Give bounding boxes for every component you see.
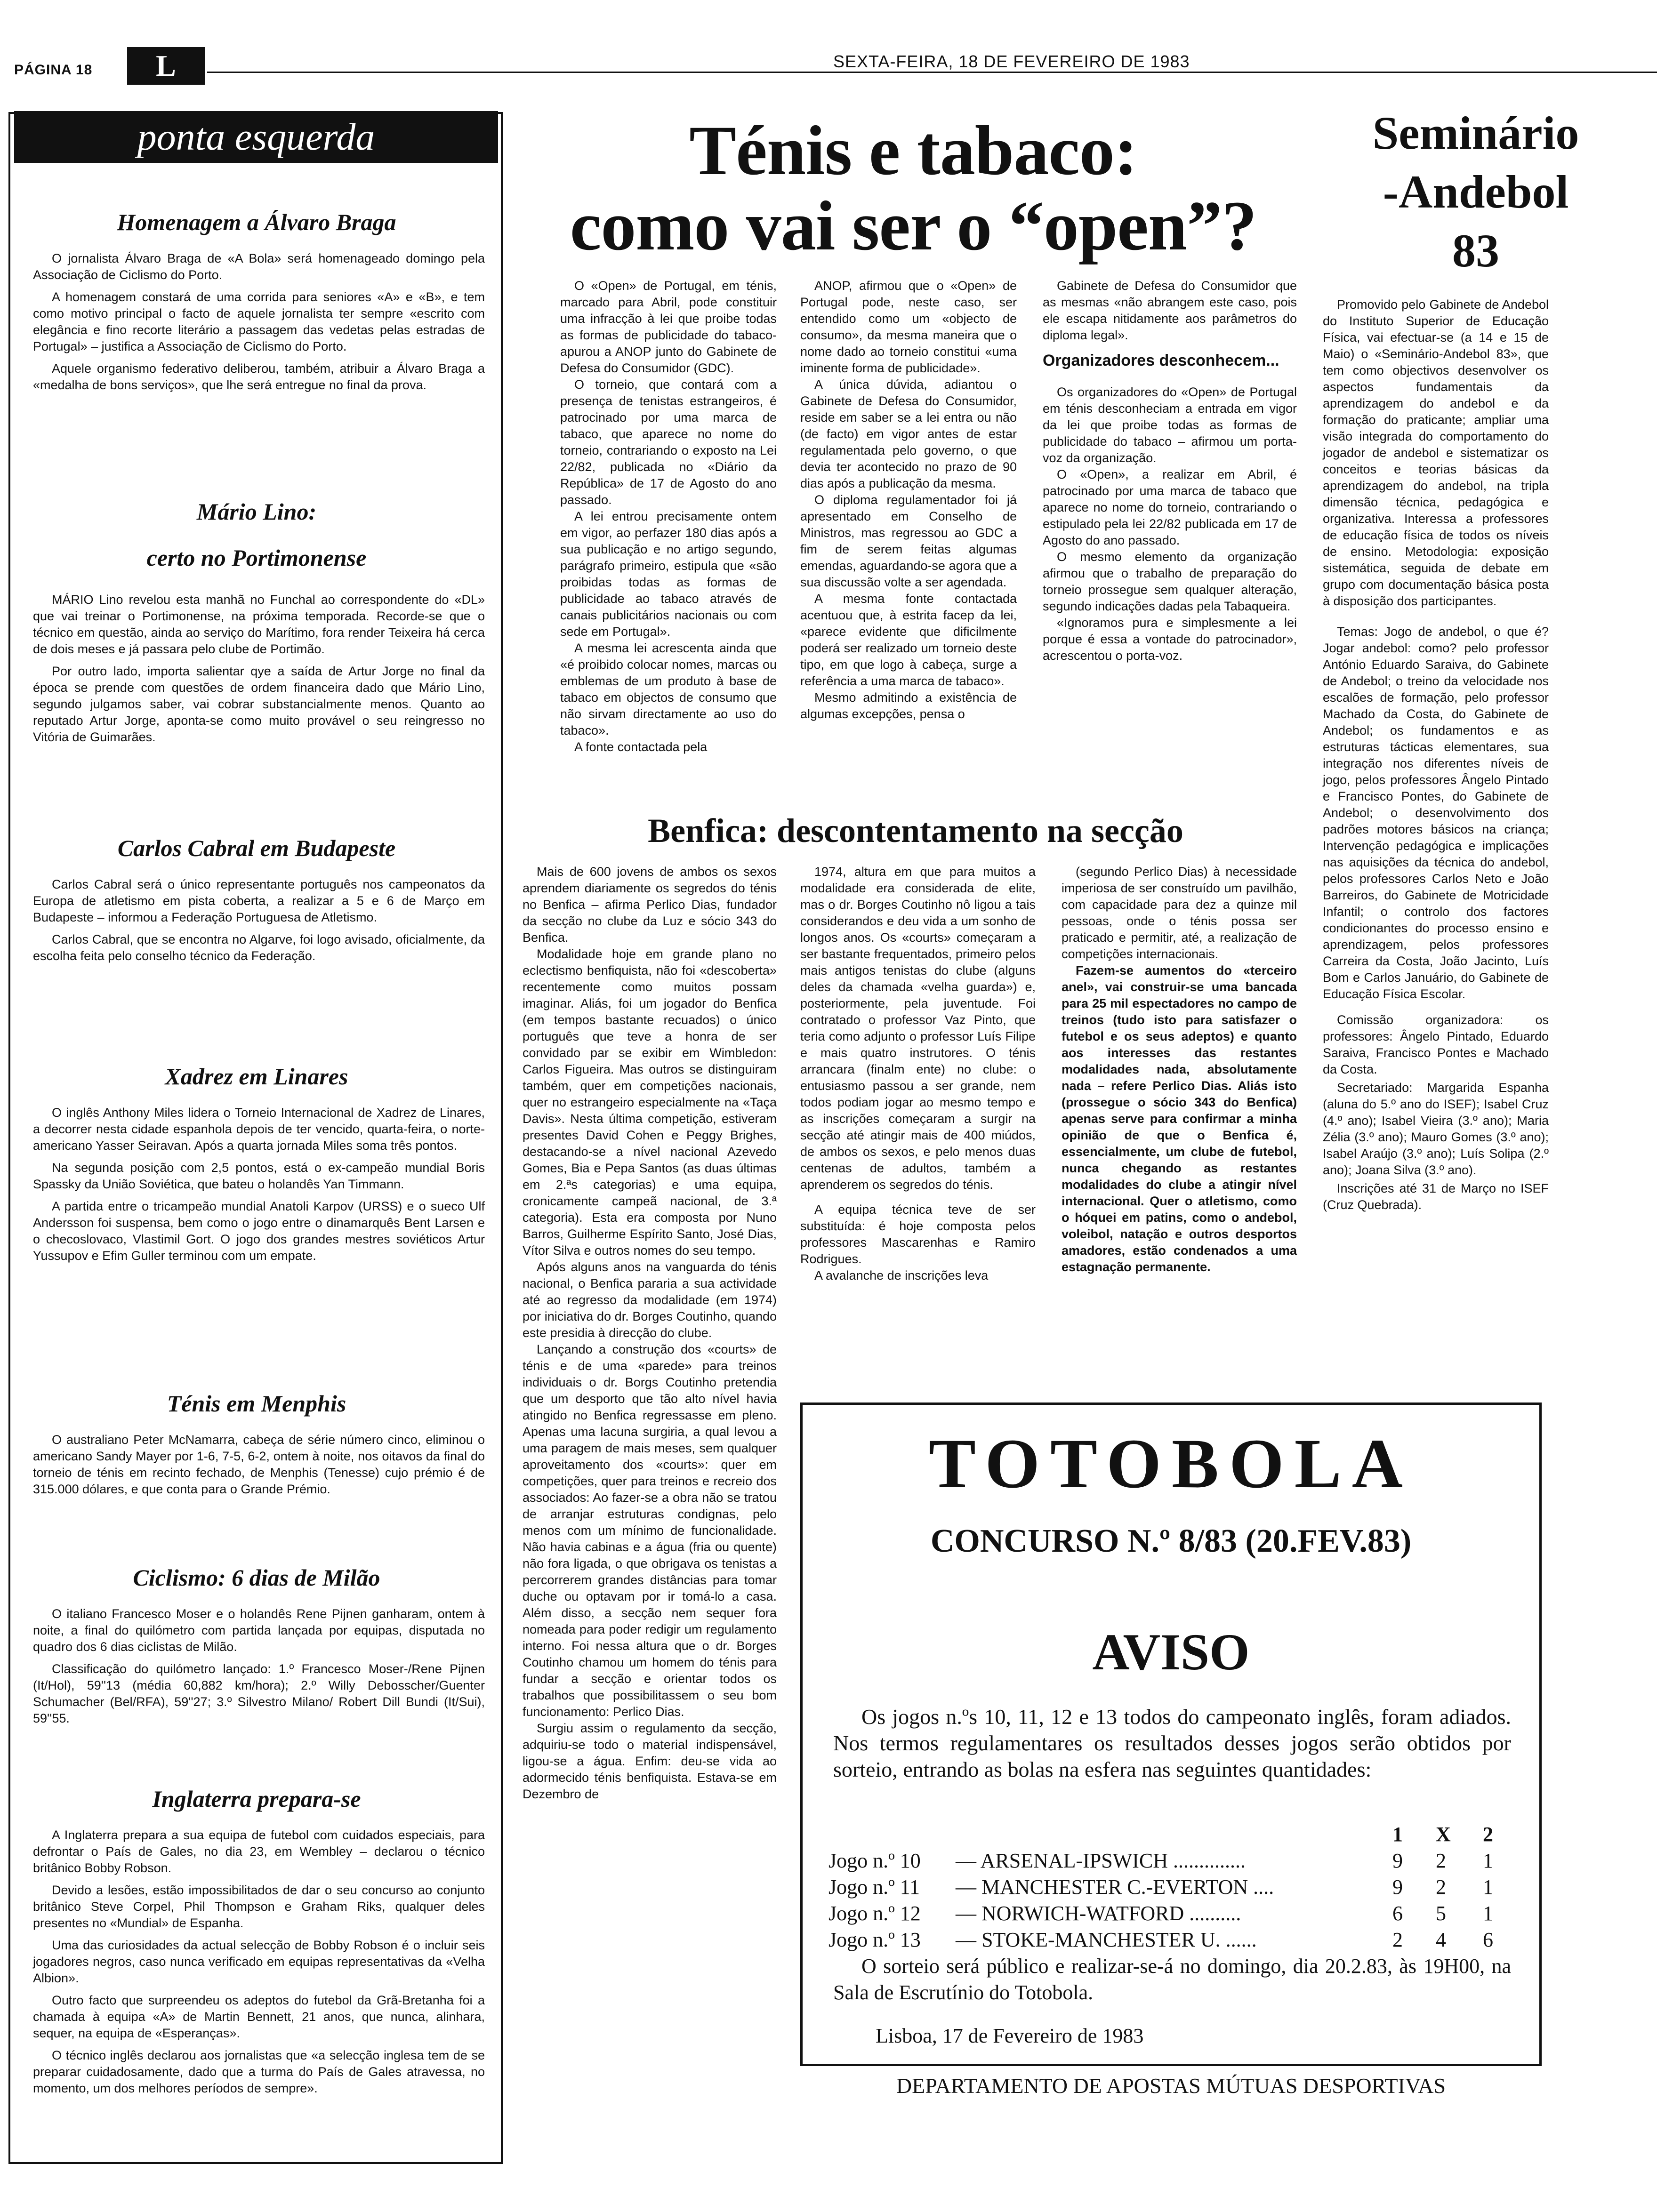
paragraph: A Inglaterra prepara a sua equipa de futebol com cuidados especiais, para defrontar o País de Gales, no dia 23, em Wembley – declarou o técnico britânico Bobby Robson. bbox=[33, 1828, 485, 1875]
paragraph: «Ignoramos pura e simplesmente a lei porque é essa a vontade do patrocinador», acrescentou o porta-voz. bbox=[1043, 616, 1297, 663]
game-number: Jogo n.º 10 bbox=[828, 1849, 921, 1872]
section-subtitle: certo no Portimonense bbox=[146, 545, 367, 571]
paragraph: Inscrições até 31 de Março no ISEF (Cruz Quebrada). bbox=[1323, 1181, 1549, 1212]
paragraph: A fonte contactada pela bbox=[574, 740, 708, 754]
paragraph: Na segunda posição com 2,5 pontos, está o ex-campeão mundial Boris Spassky da União Soviética, que bateu o holandês Yan Timmann. bbox=[33, 1161, 485, 1191]
paragraph: A homenagem constará de uma corrida para seniores «A» e «B», e tem como motivo principal o facto de aquele jornalista ter sempre «escrito com elegância e fino recorte literário a passagem das vedetas pelas estradas de Portugal» – justifica a Associação de Ciclismo do Porto. bbox=[33, 290, 485, 353]
paragraph: Aquele organismo federativo deliberou, também, atribuir a Álvaro Braga a «medalha de bons serviços», que lhe será entregue no final da prova. bbox=[33, 361, 485, 392]
column-banner bbox=[14, 111, 498, 163]
totobola-dateline: Lisboa, 17 de Fevereiro de 1983 bbox=[876, 2024, 1144, 2047]
value-x: 5 bbox=[1436, 1902, 1446, 1925]
value-2: 6 bbox=[1483, 1928, 1493, 1951]
paragraph: Classificação do quilómetro lançado: 1.º Francesco Moser-/Rene Pijnen (It/Hol), 59''13 (média 60,882 km/hora); 2.º Willy Debosscher/Guenter Schumacher (Bel/RFA), 59''27; 3.º Silvestro Milano/ Robert Dill Bundi (It/Sui), 59''55. bbox=[33, 1662, 485, 1725]
seminario-headline bbox=[1323, 104, 1629, 280]
paragraph: A mesma fonte contactada acentuou que, à estrita facep da lei, «parece evidente que dificilmente poderá ser realizado um torneio deste tipo, em que logo à cabeça, surge a referência a uma marca de tabaco». bbox=[800, 592, 1017, 688]
paragraph: Modalidade hoje em grande plano no eclectismo benfiquista, não foi «descoberta» recentemente como muitos possam imaginar. Aliás, foi um jogador do Benfica (em tempos bastante recuados) o único português que teve a honra de ser convidado par se exibir em Wimbledon: Carlos Figueira. Mas outros se distinguiram também, quer em competições nacionais, quer no estrangeiro especialmente na «Taça Davis». Nesta última competição, estiveram presentes David Cohen e Peggy Brighes, destacando-se a nível nacional Azevedo Gomes, Bia e Pepa Santos (as duas últimas em 2.ªs categorias) e uma equipa, cronicamente campeã nacional, de 3.ª categoria). Esta era composta por Nuno Barros, Guilherme Espírito Santo, José Dias, Vítor Silva e outros nomes do seu tempo. bbox=[523, 947, 777, 1258]
paragraph: A avalanche de inscrições leva bbox=[814, 1268, 989, 1282]
tenis-col-3 bbox=[1043, 278, 1297, 664]
paragraph: Secretariado: Margarida Espanha (aluna do 5.º ano do ISEF); Isabel Cruz (4.º ano); Isabel Vieira (3.º ano); Maria Zélia (3.º ano); Mauro Gomes (3.º ano); Isabel Araújo (3.º ano); Luís Solipa (2.º ano); Joana Silva (3.º ano). bbox=[1323, 1081, 1549, 1177]
table-row bbox=[828, 1848, 1516, 1874]
totobola-sorteio-content: O sorteio será público e realizar-se-á no domingo, dia 20.2.83, às 19H00, na Sala de Escrutínio do Totobola. bbox=[833, 1955, 1511, 2004]
value-1: 9 bbox=[1392, 1849, 1403, 1872]
paragraph: Por outro lado, importa salientar qye a saída de Artur Jorge no final da época se prende com questões de ordem financeira dado que Mário Lino, segundo julgamos saber, vai cobrar substancialmente menos. Quanto ao reputado Artur Jorge, aponta-se como muito provável o seu reingresso no Vitória de Guimarães. bbox=[33, 664, 485, 744]
paragraph: A lei entrou precisamente ontem em vigor, ao perfazer 180 dias após a sua publicação e no artigo segundo, parágrafo primeiro, estipula que «são proibidas todas as formas de publicidade ao tabaco através de canais publicitários nacionais ou com sede em Portugal». bbox=[560, 509, 777, 639]
column-title: ponta esquerda bbox=[137, 115, 375, 158]
section-title: Inglaterra prepara-se bbox=[152, 1786, 361, 1812]
paragraph: O mesmo elemento da organização afirmou que o trabalho de preparação do torneio prossegue sem qualquer alteração, segundo indicações dadas pela Tabaqueira. bbox=[1043, 550, 1297, 613]
section-tenis-menphis bbox=[14, 1388, 499, 1503]
paragraph: Devido a lesões, estão impossibilitados de dar o seu concurso ao conjunto britânico Steve Corpel, Phil Thompson e Graham Riks, qualquer deles presentes no «Mundial» de Espanha. bbox=[33, 1883, 485, 1930]
paragraph: O «Open», a realizar em Abril, é patrocinado por uma marca de tabaco que aparece no nome do torneio, contrariando o estipulado pela lei 22/82 publicada em 17 de Agosto do ano passado. bbox=[1043, 467, 1297, 547]
bold-paragraph: Fazem-se aumentos do «terceiro anel», vai construir-se uma bancada para 25 mil espectadores no campo de treinos (tudo isto para satisfazer o futebol e os seus adeptos) e quanto aos interesses das restantes modalidades nada, absolutamente nada – refere Perlico Dias. Aliás isto (prossegue o sócio 343 do Benfica) apenas serve para confirmar a minha opinião de que o Benfica é, essencialmente, um clube de futebol, nunca chegando as restantes modalidades do clube a atingir nível internacional. Quer o atletismo, como o hóquei em patins, como o andebol, voleibol, natação e outros desportos amadores, estão condenados a uma estagnação permanente. bbox=[1062, 963, 1297, 1274]
headline-line-2: como vai ser o “open”? bbox=[570, 187, 1257, 265]
benfica-col-1 bbox=[523, 864, 777, 1803]
col-header-x: X bbox=[1436, 1823, 1451, 1846]
benfica-col-2 bbox=[800, 864, 1036, 1284]
paragraph: Gabinete de Defesa do Consumidor que as mesmas «não abrangem este caso, pois ele escapa nitidamente aos parâmetros do diploma legal». bbox=[1043, 279, 1297, 342]
paragraph: A mesma lei acrescenta ainda que «é proibido colocar nomes, marcas ou emblemas de um produto à base de tabaco em objectos de consumo que não sirvam directamente ao uso do tabaco». bbox=[560, 641, 777, 737]
game-match: — NORWICH-WATFORD .......... bbox=[956, 1902, 1241, 1925]
paragraph: Surgiu assim o regulamento da secção, adquiriu-se todo o material indispensável, ligou-se a água. Enfim: deu-se vida ao adormecido ténis benfiquista. Estava-se em Dezembro de bbox=[523, 1721, 777, 1801]
paragraph: O «Open» de Portugal, em ténis, marcado para Abril, pode constituir uma infracção à lei que proibe todas as formas de publicidade do tabaco-apurou a ANOP junto do Gabinete de Defesa do Consumidor (GDC). bbox=[560, 279, 777, 375]
value-1: 9 bbox=[1392, 1875, 1403, 1899]
game-match: — ARSENAL-IPSWICH .............. bbox=[956, 1849, 1246, 1872]
totobola-table bbox=[828, 1821, 1516, 1953]
col-header-2: 2 bbox=[1483, 1823, 1493, 1846]
section-body bbox=[33, 1827, 485, 2097]
tenis-col-2 bbox=[800, 278, 1017, 722]
section-body bbox=[33, 1105, 485, 1264]
game-number: Jogo n.º 13 bbox=[828, 1928, 921, 1951]
page-number: PÁGINA 18 bbox=[14, 62, 93, 78]
section-title: Carlos Cabral em Budapeste bbox=[117, 835, 396, 861]
totobola-text bbox=[833, 1704, 1511, 1783]
issue-date: SEXTA-FEIRA, 18 DE FEVEREIRO DE 1983 bbox=[833, 52, 1190, 71]
value-2: 1 bbox=[1483, 1875, 1493, 1899]
paragraph: O inglês Anthony Miles lidera o Torneio Internacional de Xadrez de Linares, a decorrer nesta cidade espanhola depois de ter vencido, quarta-feira, o norte-americano Yasser Seiravan. Após a quarta jornada Miles soma três pontos. bbox=[33, 1106, 485, 1153]
table-row bbox=[828, 1927, 1516, 1953]
paragraph: O diploma regulamentador foi já apresentado em Conselho de Ministros, mas regressou ao GDC a fim de serem feitas algumas emendas, aguardando-se agora que a sua discussão volte a ser agendada. bbox=[800, 493, 1017, 589]
paragraph: O jornalista Álvaro Braga de «A Bola» será homenageado domingo pela Associação de Ciclismo do Porto. bbox=[33, 251, 485, 282]
value-x: 2 bbox=[1436, 1849, 1446, 1872]
section-body bbox=[33, 592, 485, 745]
section-ciclismo bbox=[14, 1563, 499, 1732]
paragraph: Após alguns anos na vanguarda do ténis nacional, o Benfica pararia a sua actividade até ao regresso da modalidade (em 1974) por iniciativa do dr. Borges Coutinho, quando este presidia à direcção do clube. bbox=[523, 1260, 777, 1340]
section-title: Ténis em Menphis bbox=[167, 1390, 346, 1417]
subheading: Organizadores desconhecem... bbox=[1043, 352, 1279, 369]
table-header-row bbox=[828, 1821, 1516, 1848]
totobola-title: TOTOBOLA bbox=[928, 1425, 1414, 1503]
section-homenagem bbox=[14, 207, 499, 399]
value-2: 1 bbox=[1483, 1902, 1493, 1925]
section-body bbox=[33, 876, 485, 964]
totobola-aviso: AVISO bbox=[1092, 1623, 1250, 1681]
benfica-col-3 bbox=[1062, 864, 1297, 1275]
paragraph: MÁRIO Lino revelou esta manhã no Funchal ao correspondente do «DL» que vai treinar o Portimonense, na próxima temporada. Recorde-se que o técnico em questão, ainda ao serviço do Marítimo, fora render Teixeira há cerca de dois meses e já passara pelo clube de Portimão. bbox=[33, 593, 485, 656]
paragraph: (segundo Perlico Dias) à necessidade imperiosa de ser construído um pavilhão, com capacidade para dez a quinze mil pessoas, onde o ténis possa ser praticado e permitir, até, a realização de competições internacionais. bbox=[1062, 865, 1297, 961]
section-body bbox=[33, 1606, 485, 1727]
table-row bbox=[828, 1874, 1516, 1900]
paragraph: Comissão organizadora: os professores: Ângelo Pintado, Eduardo Saraiva, Francisco Pontes e Machado da Costa. bbox=[1323, 1013, 1549, 1076]
paragraph: O italiano Francesco Moser e o holandês Rene Pijnen ganharam, ontem à noite, a final do quilómetro com partida lançada por equipas, disputada no quadro dos 6 dias ciclistas de Milão. bbox=[33, 1607, 485, 1654]
totobola-text-content: Os jogos n.ºs 10, 11, 12 e 13 todos do campeonato inglês, foram adiados. Nos termos regulamentares os resultados desses jogos serão obtidos por sorteio, entrando as bolas na esfera nas seguintes quantidades: bbox=[833, 1705, 1511, 1781]
benfica-headline: Benfica: descontentamento na secção bbox=[648, 812, 1183, 850]
headline-line-2: -Andebol bbox=[1383, 166, 1569, 218]
paragraph: O torneio, que contará com a presença de tenistas estrangeiros, é patrocinado por uma marca de tabaco, que aparece no nome do torneio, contrariando o exposto na Lei 22/82, publicada no «Diário da República» de 17 de Agosto do ano passado. bbox=[560, 377, 777, 507]
value-x: 4 bbox=[1436, 1928, 1446, 1951]
paragraph: 1974, altura em que para muitos a modalidade era considerada de elite, mas o dr. Borges Coutinho nô ligou a tais considerandos e deu vida a um sonho de longos anos. Os «courts» começaram a ser bastante frequentados, primeiro pelos mais antigos tenistas do clube (alguns deles da chamada «velha guarda») e, posteriormente, pela juventude. Foi contratado o professor Vaz Pinto, que teria como adjunto o professor Luís Filipe e mais quatro instrutores. O ténis arrancara (finalm ente) no clube: o entusiasmo passou a ser grande, nem todos podiam jogar ao mesmo tempo e as inscrições começaram a surgir na secção até atingir mais de 400 miúdos, de ambos os sexos, e pelo menos duas centenas de adultos, também a aprenderem os segredos do ténis. bbox=[800, 865, 1036, 1192]
section-carlos-cabral bbox=[14, 833, 499, 970]
paragraph: ANOP, afirmou que o «Open» de Portugal pode, neste caso, ser entendido como um «objecto de consumo», da mesma maneira que o nome dado ao torneio constitui «uma iminente forma de publicidade». bbox=[800, 279, 1017, 375]
paragraph: O técnico inglês declarou aos jornalistas que «a selecção inglesa tem de se preparar cuidadosamente, dado que a turma do País de Gales atravessa, no momento, um dos melhores períodos de sempre». bbox=[33, 2048, 485, 2095]
game-match: — MANCHESTER C.-EVERTON .... bbox=[956, 1875, 1274, 1899]
headline-line-1: Ténis e tabaco: bbox=[689, 112, 1137, 190]
value-x: 2 bbox=[1436, 1875, 1446, 1899]
totobola-concurso: CONCURSO N.º 8/83 (20.FEV.83) bbox=[930, 1523, 1412, 1559]
seminario-body bbox=[1323, 297, 1549, 1213]
paragraph: Temas: Jogo de andebol, o que é? Jogar andebol: como? pelo professor António Eduardo Saraiva, do Gabinete de Andebol; o treino da velocidade nos escalões de formação, pelo professor Machado da Costa, do Gabinete de Andebol; os fundamentos e as estruturas tácticas elementares, sua integração nos diferentes níveis de jogo, pelos professores Ângelo Pintado e Francisco Pontes, do Gabinete de Andebol; o desenvolvimento dos padrões motores básicos na criança; Intervenção pedagógica e implicações nas aquisições da técnica do andebol, pelos professores Carlos Neto e João Barreiros, do Gabinete de Motricidade Infantil; o controlo dos factores condicionantes do processo ensino e aprendizagem, pelos professores Carreira da Costa, João Jacinto, Luís Bom e Carlos Januário, do Gabinete de Educação Física Escolar. bbox=[1323, 625, 1549, 1001]
tenis-col-1 bbox=[560, 278, 777, 755]
paragraph: A partida entre o tricampeão mundial Anatoli Karpov (URSS) e o sueco Ulf Andersson foi suspensa, bem como o jogo entre o dinamarquês Bent Larsen e o checoslovaco, Vlastimil Gort. O jogo dos grandes mestres soviéticos Artur Yussupov e Efim Guller terminou com um empate. bbox=[33, 1199, 485, 1263]
game-match: — STOKE-MANCHESTER U. ...... bbox=[956, 1928, 1257, 1951]
paragraph: A única dúvida, adiantou o Gabinete de Defesa do Consumidor, reside em saber se a lei entra ou não (de facto) em vigor antes de estar regulamentada pelo governo, o que devia ter acontecido no prazo de 90 dias após a publicação da mesma. bbox=[800, 377, 1017, 490]
section-title: Mário Lino: bbox=[196, 498, 317, 525]
section-title: Homenagem a Álvaro Braga bbox=[117, 209, 396, 235]
paragraph: O australiano Peter McNamarra, cabeça de série número cinco, eliminou o americano Sandy Mayer por 1-6, 7-5, 6-2, ontem à noite, nos oitavos da final do torneio de ténis em recinto fechado, de Menphis (Tenesse) cujo prémio é de 315.000 dólares, e que conta para o Grande Prémio. bbox=[33, 1433, 485, 1496]
section-body bbox=[33, 1432, 485, 1498]
col-header-1: 1 bbox=[1392, 1823, 1403, 1846]
tenis-headline bbox=[537, 113, 1290, 264]
headline-line-3: 83 bbox=[1452, 224, 1499, 277]
newspaper-logo: L bbox=[127, 47, 205, 85]
paragraph: Outro facto que surpreendeu os adeptos do futebol da Grã-Bretanha foi a chamada à equipa «A» de Martin Bennett, 21 anos, que nunca, alinhara, sequer, na equipa de «Esperanças». bbox=[33, 1993, 485, 2040]
game-number: Jogo n.º 12 bbox=[828, 1902, 921, 1925]
section-title: Ciclismo: 6 dias de Milão bbox=[133, 1564, 380, 1591]
page-footer-noise bbox=[0, 2193, 1657, 2207]
value-1: 2 bbox=[1392, 1928, 1403, 1951]
section-mario-lino bbox=[14, 497, 499, 751]
paragraph: A equipa técnica teve de ser substituída: é hoje composta pelos professores Mascarenhas e Ramiro Rodrigues. bbox=[800, 1202, 1036, 1266]
value-2: 1 bbox=[1483, 1849, 1493, 1872]
headline-line-1: Seminário bbox=[1372, 107, 1579, 159]
table-row bbox=[828, 1900, 1516, 1927]
paragraph: Os organizadores do «Open» de Portugal em ténis desconheciam a entrada em vigor da lei que proibe todas as formas de publicidade do tabaco – afirmou um porta-voz da organização. bbox=[1043, 385, 1297, 465]
paragraph: Carlos Cabral será o único representante português nos campeonatos da Europa de atletismo em pista coberta, a realizar a 5 e 6 de Março em Budapeste – informou a Federação Portuguesa de Atletismo. bbox=[33, 877, 485, 924]
paragraph: Promovido pelo Gabinete de Andebol do Instituto Superior de Educação Física, vai efectuar-se (a 14 e 15 de Maio) o «Seminário-Andebol 83», que tem como objectivos desenvolver os aspectos fundamentais da aprendizagem do andebol e da formação do praticante; ampliar uma visão integrada do comportamento do jogador de andebol e sistematizar os conceitos e teorias básicas da aprendizagem do andebol, na tripla dimensão técnica, pedagógica e organizativa. Interessa a professores de educação física de todos os níveis de ensino. Metodologia: exposição sistemática, seguida de debate em grupo com documentação básica posta à disposição dos participantes. bbox=[1323, 297, 1549, 608]
paragraph: Uma das curiosidades da actual selecção de Bobby Robson é o incluir seis jogadores negros, caso nunca verificado em equipas representativas da «Velha Albion». bbox=[33, 1938, 485, 1985]
totobola-sorteio bbox=[833, 1953, 1511, 2006]
paragraph: Mais de 600 jovens de ambos os sexos aprendem diariamente os segredos do ténis no Benfica – afirma Perlico Dias, fundador da secção no clube da Luz e sócio 343 do Benfica. bbox=[523, 865, 777, 945]
paragraph: Carlos Cabral, que se encontra no Algarve, foi logo avisado, oficialmente, da escolha feita pelo conselho técnico da Federação. bbox=[33, 932, 485, 963]
game-number: Jogo n.º 11 bbox=[828, 1875, 920, 1899]
section-title: Xadrez em Linares bbox=[165, 1063, 348, 1090]
value-1: 6 bbox=[1392, 1902, 1403, 1925]
section-body bbox=[33, 250, 485, 393]
header-rule bbox=[207, 72, 1657, 73]
section-inglaterra bbox=[14, 1784, 499, 2102]
paragraph: Lançando a construção dos «courts» de ténis e de uma «parede» para treinos individuais o dr. Borgs Coutinho pretendia que um desporto que tão alto nível havia atingido no Benfica regressasse em pleno. Apenas uma lacuna surgiria, a qual levou a uma paragem de mais meses, sem qualquer aproveitamento dos «courts»: quer em competições, quer para treinos e recreio dos associados: Ao fazer-se a obra não se tratou de arranjar estruturas condignas, pelo menos com um mínimo de funcionalidade. Não havia cabinas e a água (fria ou quente) não fora ligada, o que obrigava os tenistas a percorrerem grandes distâncias para tomar duche ou optavam por ir tomá-lo a casa. Além disso, a secção nem sequer fora nomeada para poder redigir um regulamento interno. Foi nessa altura que o dr. Borges Coutinho chamou um homem do ténis para fundar a secção e orientar todos os trabalhos que possibilitassem o seu bom funcionamento: Perlico Dias. bbox=[523, 1342, 777, 1719]
totobola-department: DEPARTAMENTO DE APOSTAS MÚTUAS DESPORTIVAS bbox=[896, 2074, 1446, 2098]
paragraph: Mesmo admitindo a existência de algumas excepções, pensa o bbox=[800, 690, 1017, 721]
section-xadrez bbox=[14, 1061, 499, 1270]
